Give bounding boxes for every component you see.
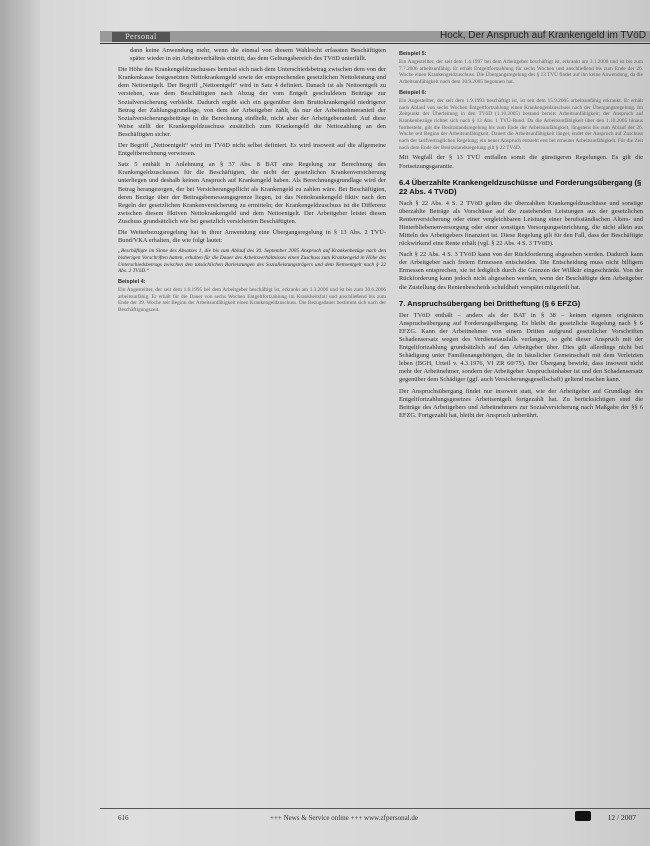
example-text: Ein Angestellter, der seit dem 1.6.1995 bei dem Arbeitgeber beschäftigt ist, erkrankt am 1.3.2006 und ist bis zum 30.6.2006 arbeitsunfähig. Er erhält für die Dauer von sechs Wochen Entgeltfortzahlung im Krankheitsfall und anschließend bis zum Ende der 39. Woche seit Beginn der Arbeitsunfähigkeit einen Krankengeldzuschuss. Die Bezugsdauer bestimmt sich nach der Beschäftigungszeit. <box>118 286 386 314</box>
paragraph: Nach § 22 Abs. 4 S. 2 TVöD gelten die überzahlten Krankengeldzuschüsse und sonstige überzahlte Beträge als Vorschüsse auf die zustehenden Leistungen aus der gesetzlichen Rentenversicherung oder einer vergleichbaren Leistung einer berufsständischen Alters- und Hinterbliebenenversorgung oder einer sonstigen Versorgungseinrichtung, die nicht allein aus Mitteln des Arbeitgebers finanziert ist. Diese Regelung gilt für den Fall, dass der Beschäftigte rückwirkend eine Rente erhält (vgl. § 22 Abs. 4 S. 3 TVöD). <box>399 199 643 248</box>
issue-number: 12 / 2007 <box>607 813 636 822</box>
paragraph: Satz 5 enthält in Anlehnung an § 37 Abs. 8 BAT eine Regelung zur Berechnung des Krankengeldzuschusses für die Beschäftigten, die nicht der gesetzlichen Krankenversicherung unterliegen und deshalb keinen Anspruch auf Krankengeld haben. Als Berechnungsgrundlage wird der Betrag herangezogen, der bei Versicherungspflicht als Krankengeld zu zahlen wäre. Bei Beschäftigten, deren Bezüge über der Beitragsbemessungsgrenze liegen, ist das Nettokrankengeld fiktiv nach den Regeln der gesetzlichen Krankenversicherung zu ermitteln; der Krankengeldzuschuss ist die Differenz zwischen diesem fiktiven Nettokrankengeld und dem Nettoentgelt. Der Arbeitgeber leistet diesen Zuschuss grundsätzlich wie bei gesetzlich versicherten Beschäftigten. <box>118 161 386 225</box>
right-column <box>399 47 643 423</box>
example-label: Beispiel 6: <box>399 89 427 96</box>
example-text: Ein Angestellter, der seit dem 1.4.1997 bei dem Arbeitgeber beschäftigt ist, erkrankt am 3.1.2006 und ist bis zum 7.7.2006 arbeitsunfähig. Er erhält Entgeltfortzahlung für sechs Wochen und anschließend bis zum Ende der 26. Woche einen Krankengeldzuschuss. Die Übergangsregelung des § 13 TVÜ findet auf ihn keine Anwendung, da die Arbeitsunfähigkeit nach dem 30.9.2005 begonnen hat. <box>399 59 643 86</box>
footer-url: +++ News & Service online +++ www.zfpersonal.de <box>270 814 419 822</box>
page-binding-shadow <box>0 0 40 846</box>
paragraph: Nach § 22 Abs. 4 S. 3 TVöD kann von der Rückforderung abgesehen werden. Dadurch kann der Arbeitgeber nach freiem Ermessen entscheiden. Die Entscheidung muss nicht billigem Ermessen entsprechen, sie ist lediglich durch die Grenzen der Willkür eingeschränkt. Von der Rückforderung kann jedoch nicht abgesehen werden, wenn der Beschäftigte dem Arbeitgeber die Zustellung des Rentenbescheids schuldhaft verspätet mitgeteilt hat. <box>399 251 643 291</box>
header-rule <box>100 43 650 44</box>
page-number: 616 <box>118 814 129 822</box>
paragraph: Mit Wegfall der § 13 TVÜ entfallen somit die günstigeren Regelungen. Es gilt die Fortsetzungsgarantie. <box>399 154 643 170</box>
example-label: Beispiel 5: <box>399 51 427 57</box>
journal-logo-icon <box>575 811 591 821</box>
paragraph: Die Höhe des Krankengeldzuschusses bemisst sich nach dem Unterschiedsbetrag zwischen dem von der Krankenkasse festgesetzten Nettokrankengeld sowie der entsprechenden gesetzlichen Nettoleistung und dem Nettoentgelt. Der Begriff „Nettoentgelt“ wird in Satz 4 definiert. Danach ist als Nettoentgelt zu verstehen, was dem Beschäftigten nach Abzug der vom Entgelt geschuldeten Beiträge zur Sozialversicherung verbleibt. Dadurch ergibt sich ein gegenüber dem Bruttokrankengeld niedrigerer Betrag der Zahlungsgrundlage, von dem der Arbeitgeber zahlt, da nur der Arbeitnehmeranteil der Sozialversicherungsbeiträge in die Berechnung einfließt, nicht aber der Arbeitgeberanteil. Auf diese Weise stellt der Krankengeldzuschuss zusätzlich zum Krankengeld die Nettozahlung an den Beschäftigten sicher. <box>118 66 386 138</box>
paragraph: Der TVöD enthält – anders als der BAT in § 38 – keinen eigenen originären Anspruchsübergang auf Forderungsübergang. Es bleibt die gesetzliche Regelung nach § 6 EFZG. Kann der Arbeitnehmer von einem Dritten aufgrund gesetzlicher Vorschriften Schadensersatz wegen des Verdienstausfalls verlangen, so geht dieser Anspruch mit der Entgeltfortzahlung grundsätzlich auf den Arbeitgeber über. Dies gilt allerdings nicht bei Schädigung unter Familienangehörigen, die in häuslicher Gemeinschaft mit dem Verletzten leben (BGH, Urteil v. 4.3.1976, VI ZR 60/75). Der Übergang bewirkt, dass insoweit nicht mehr der Arbeitnehmer, sondern der Arbeitgeber Anspruchsinhaber ist und den Schadensersatz gegenüber dem Schädiger (ggf. auch Versicherungsgesellschaft) geltend machen kann. <box>399 311 643 384</box>
footer-rule <box>100 808 650 809</box>
example-label: Beispiel 4: <box>118 278 146 285</box>
paragraph: dann keine Anwendung mehr, wenn die einmal von diesem Wahlrecht erfassten Beschäftigten später wieder in ein Arbeitsverhältnis eintritt, das dem Geltungsbereich des TVöD unterfällt. <box>130 47 386 63</box>
example-text: Ein Angestellter, der seit dem 1.9.1993 beschäftigt ist, ist seit dem 15.9.2005 arbeitsunfähig erkrankt. Er erhält nach Ablauf von sechs Wochen Entgeltfortzahlung einen Krankengeldzuschuss nach der Übergangsregelung. Im Zeitpunkt der Überleitung in den TVöD (1.10.2005) bestand bereits Arbeitsunfähigkeit; der Anspruch auf Krankenbezüge richtet sich nach § 13 Abs. 1 TVÜ-Bund. Da die Arbeitsunfähigkeit über den 1.10.2005 hinaus fortbesteht, gilt die Besitzstandsregelung bis zum Ende der Arbeitsunfähigkeit, längstens bis zum Ablauf der 26. Woche seit Beginn der Arbeitsunfähigkeit. Dauert die Arbeitsunfähigkeit länger, endet der Anspruch auf Zuschuss nach der tarifvertraglichen Regelung; ein neuer Anspruch entsteht erst bei erneuter Arbeitsunfähigkeit. Für die Zeit nach dem Ende der Besitzstandsregelung gilt § 22 TVöD. <box>399 97 643 151</box>
paragraph: Der Begriff „Nettoentgelt“ wird im TVöD nicht selbst definiert. Es wird insoweit auf die allgemeine Entgeltberechnung verwiesen. <box>118 142 386 158</box>
section-tag: Personal <box>112 32 170 42</box>
running-title: Hock, Der Anspruch auf Krankengeld im TVöD <box>439 30 646 41</box>
section-heading: 6.4 Überzahlte Krankengeldzuschüsse und Forderungsübergang (§ 22 Abs. 4 TVöD) <box>399 177 642 196</box>
left-column <box>118 47 386 317</box>
paragraph: Der Anspruchsübergang findet nur insoweit statt, wie der Arbeitgeber auf Grundlage des Entgeltfortzahlungsgesetzes Arbeitsentgelt fortgezahlt hat. Zu berücksichtigen sind die Beiträge des Arbeitgebers und Arbeitnehmers zur Sozialversicherung nach Maßgabe der §§ 6 EFZG. Fortgezahlt hat, bleibt der Anspruch unberührt. <box>399 387 643 419</box>
section-heading: 7. Anspruchsübergang bei Drittheftung (§ 6 EFZG) <box>399 298 581 308</box>
paragraph: Die Weiterbezugsregelung hat in ihrer Anwendung eine Übergangsregelung in § 13 Abs. 2 TVÜ-Bund/VKA erhalten, die wie folgt lautet: <box>118 228 386 245</box>
quote-block: „Beschäftigte im Sinne des Absatzes 1, die bis zum Ablauf des 30. September 2005 Anspruch auf Krankenbezüge nach den bisherigen Vorschriften hatten, erhalten für die Dauer des Arbeitsverhältnisses einen Zuschuss zum Krankengeld in Höhe des Unterschiedsbetrags zwischen den tatsächlichen Barleistungen des Sozialleistungsträgers und dem Nettoentgelt nach § 22 Abs. 2 TVöD.“ <box>118 248 386 275</box>
